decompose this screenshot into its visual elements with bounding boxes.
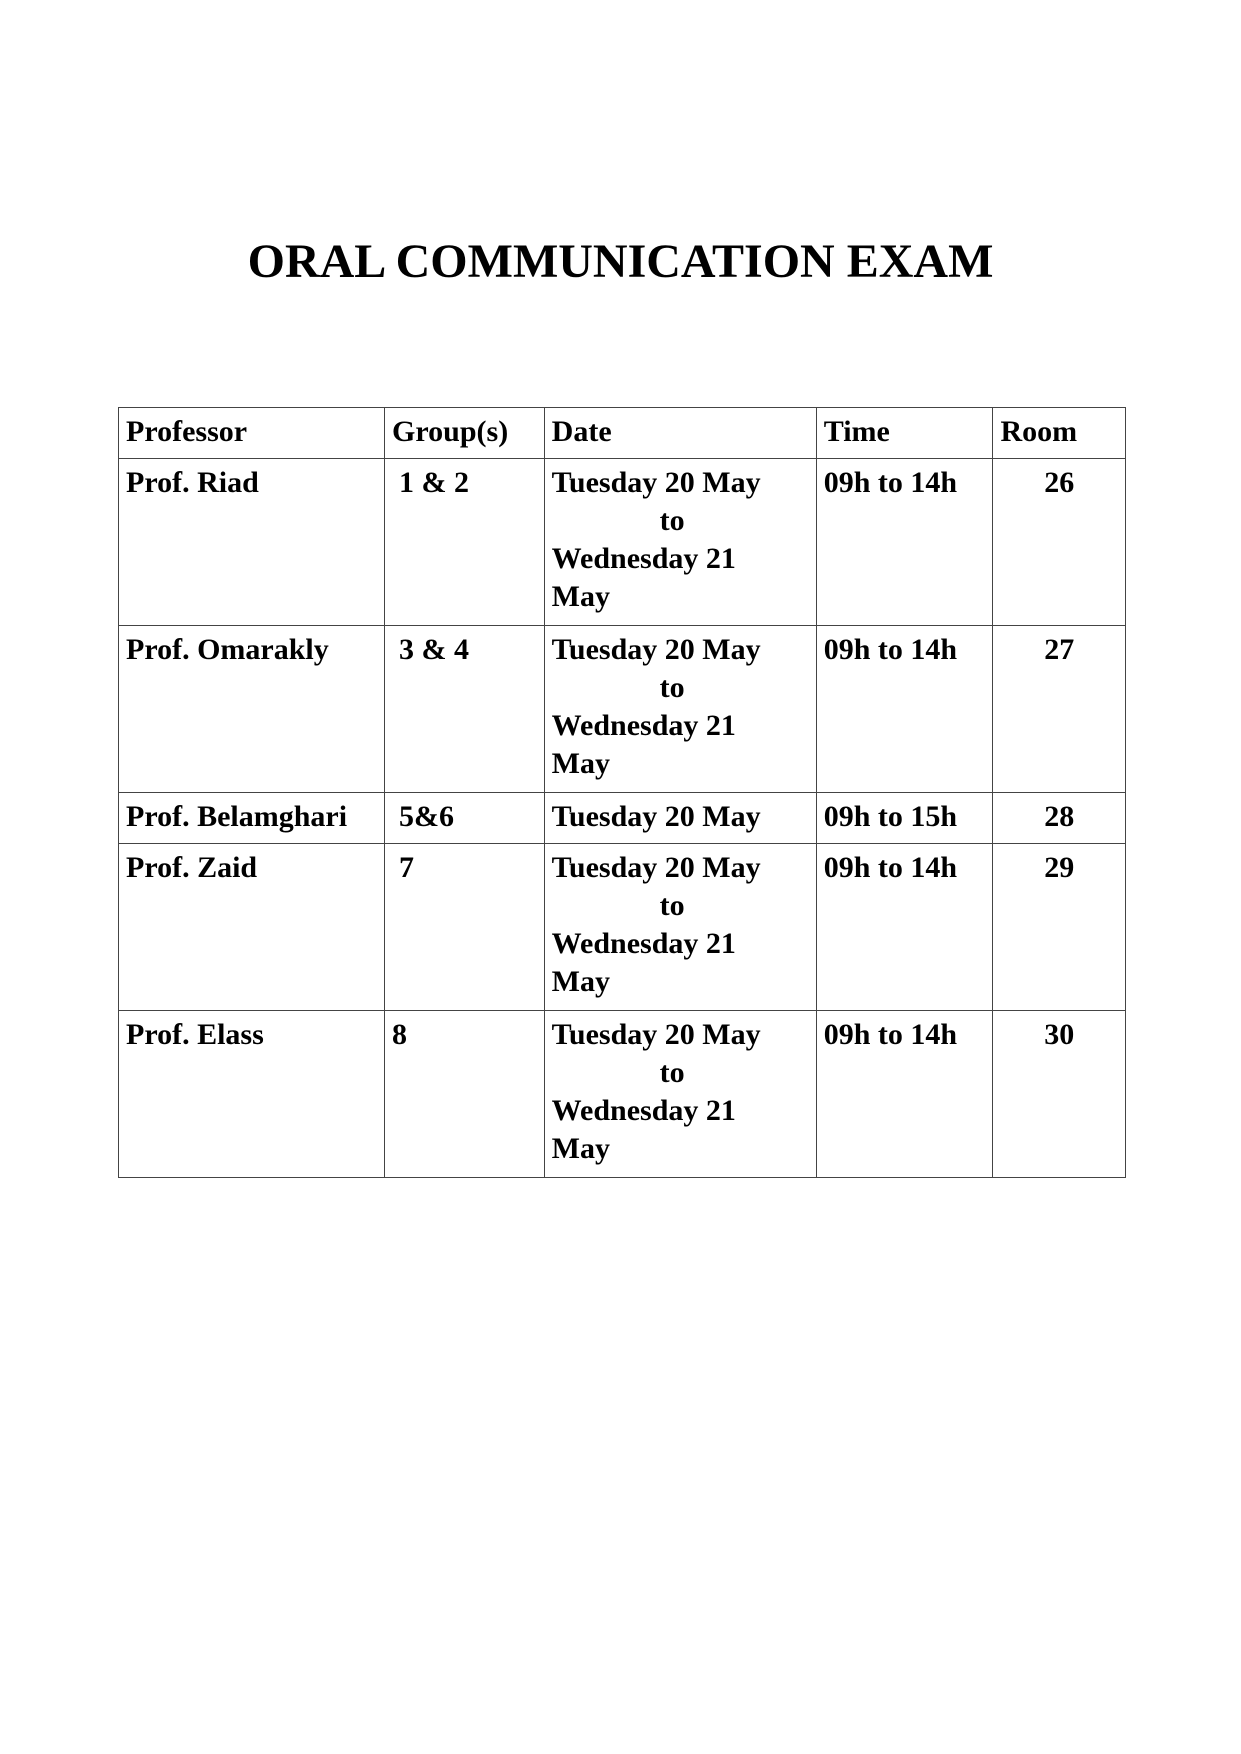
groups-cell: 3 & 4 bbox=[385, 626, 545, 793]
date-start: Tuesday 20 May bbox=[551, 851, 761, 884]
room-cell: 27 bbox=[993, 626, 1126, 793]
time-cell: 09h to 14h bbox=[816, 459, 993, 626]
header-date: Date bbox=[544, 408, 816, 459]
date-separator: to bbox=[659, 671, 685, 704]
date-start: Tuesday 20 May bbox=[551, 1018, 761, 1051]
date-cell bbox=[544, 1011, 816, 1178]
groups-cell: 5&6 bbox=[385, 793, 545, 844]
professor-cell: Prof. Zaid bbox=[119, 844, 385, 1011]
date-start: Tuesday 20 May bbox=[551, 633, 761, 666]
table-row bbox=[119, 459, 1126, 626]
groups-cell: 8 bbox=[385, 1011, 545, 1178]
table-row bbox=[119, 844, 1126, 1011]
date-end: Wednesday 21 bbox=[551, 709, 736, 742]
date-end-month: May bbox=[551, 580, 610, 613]
table-header-row bbox=[119, 408, 1126, 459]
date-end-month: May bbox=[551, 1132, 610, 1165]
room-cell: 28 bbox=[993, 793, 1126, 844]
room-cell: 29 bbox=[993, 844, 1126, 1011]
table-row bbox=[119, 1011, 1126, 1178]
table-row bbox=[119, 626, 1126, 793]
table-row bbox=[119, 793, 1126, 844]
date-end-month: May bbox=[551, 965, 610, 998]
date-separator: to bbox=[659, 504, 685, 537]
header-professor: Professor bbox=[119, 408, 385, 459]
header-groups: Group(s) bbox=[385, 408, 545, 459]
professor-cell: Prof. Omarakly bbox=[119, 626, 385, 793]
header-room: Room bbox=[993, 408, 1126, 459]
professor-cell: Prof. Belamghari bbox=[119, 793, 385, 844]
time-cell: 09h to 14h bbox=[816, 626, 993, 793]
time-cell: 09h to 15h bbox=[816, 793, 993, 844]
date-cell bbox=[544, 844, 816, 1011]
professor-cell: Prof. Riad bbox=[119, 459, 385, 626]
professor-cell: Prof. Elass bbox=[119, 1011, 385, 1178]
date-end-month: May bbox=[551, 747, 610, 780]
date-end: Wednesday 21 bbox=[551, 1094, 736, 1127]
date-separator: to bbox=[659, 889, 685, 922]
page-title: ORAL COMMUNICATION EXAM bbox=[247, 235, 994, 288]
room-cell: 26 bbox=[993, 459, 1126, 626]
date-end: Wednesday 21 bbox=[551, 927, 736, 960]
date-cell bbox=[544, 626, 816, 793]
room-cell: 30 bbox=[993, 1011, 1126, 1178]
exam-schedule-table bbox=[118, 407, 1126, 1178]
date-separator: to bbox=[659, 1056, 685, 1089]
date-cell bbox=[544, 459, 816, 626]
date-end: Wednesday 21 bbox=[551, 542, 736, 575]
groups-cell: 1 & 2 bbox=[385, 459, 545, 626]
date-start: Tuesday 20 May bbox=[551, 466, 761, 499]
date-start: Tuesday 20 May bbox=[551, 800, 761, 833]
time-cell: 09h to 14h bbox=[816, 1011, 993, 1178]
header-time: Time bbox=[816, 408, 993, 459]
date-cell bbox=[544, 793, 816, 844]
time-cell: 09h to 14h bbox=[816, 844, 993, 1011]
groups-cell: 7 bbox=[385, 844, 545, 1011]
